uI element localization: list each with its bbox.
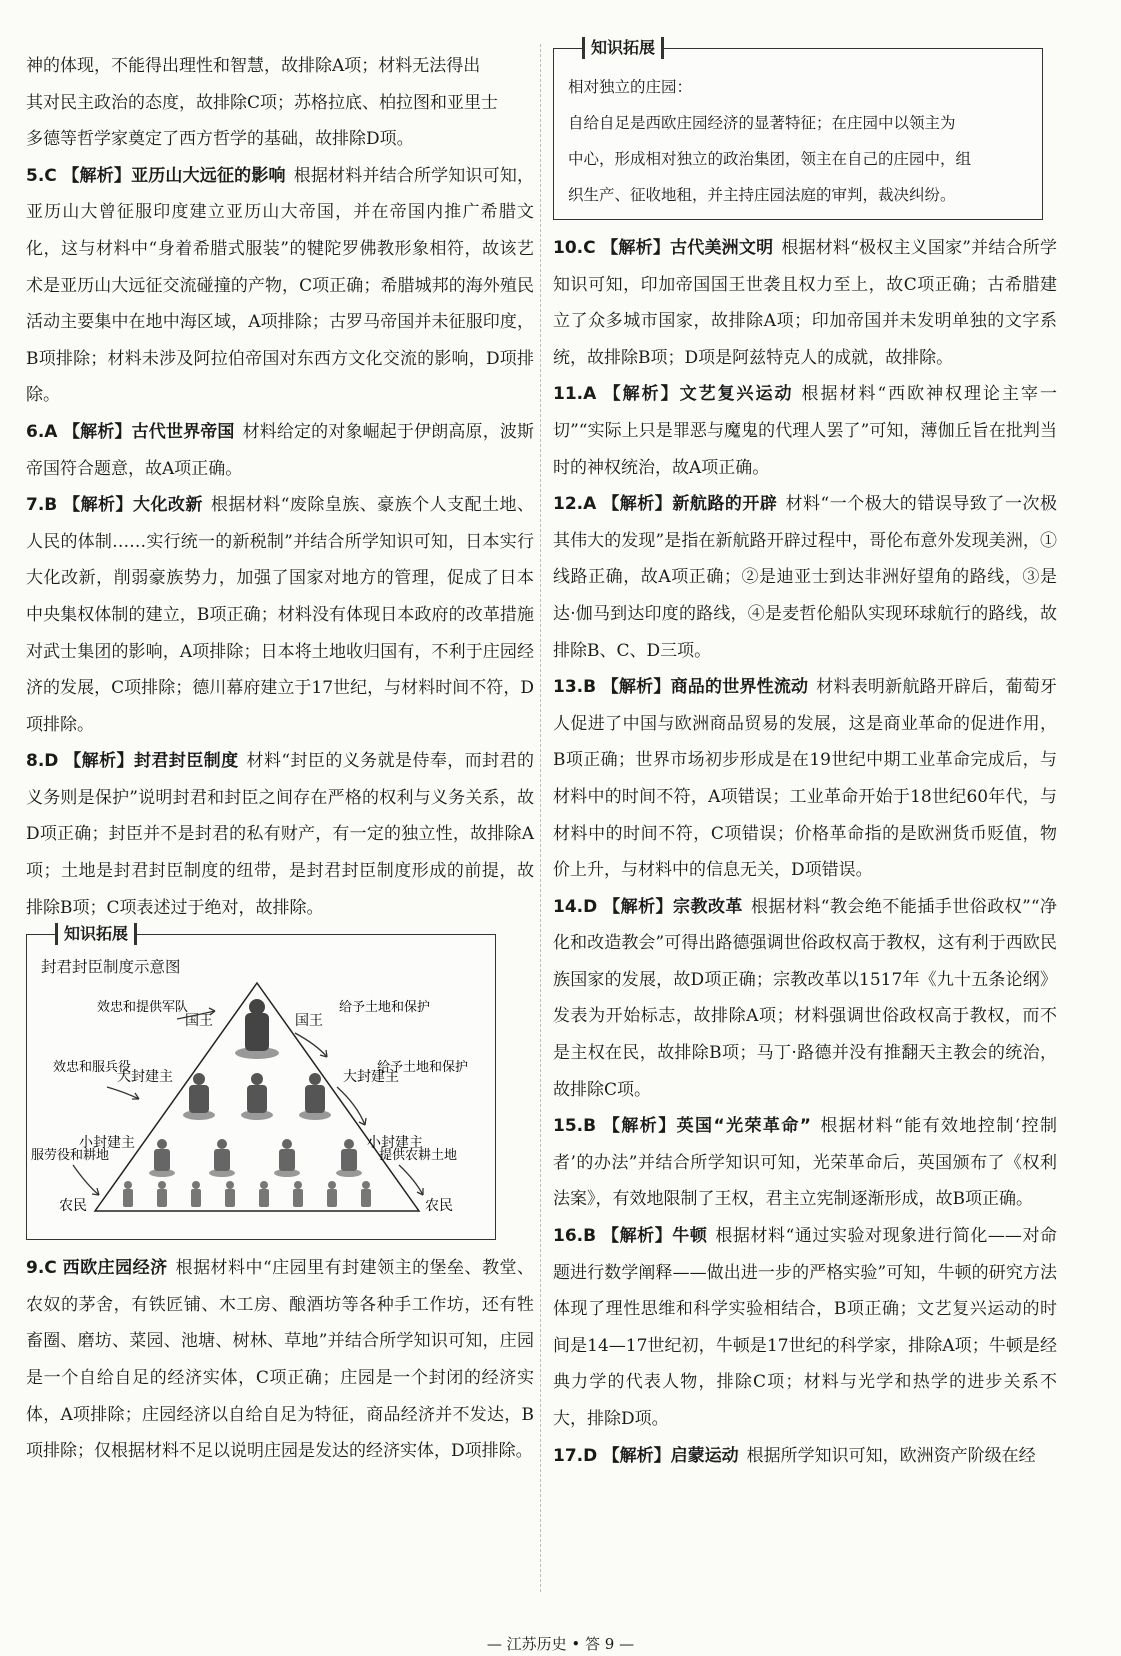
answer-item-17: [553, 1438, 1057, 1475]
answer-item-13: [553, 669, 1057, 889]
item-topic: 大化改新: [133, 495, 203, 516]
answer-item-7: [26, 487, 534, 743]
answer-item-5: [26, 158, 534, 414]
item-text: 根据材料并结合所学知识可知，亚历山大曾征服印度建立亚历山大帝国，并在帝国内推广希腊文化，这与材料中“身着希腊式服装”的犍陀罗佛教形象相符，故该艺术是亚历山大远征交流碰撞的产物，C项正确；希腊城邦的海外殖民活动主要集中在地中海区域，A项排除；古罗马帝国并未征服印度，B项排除；材料未涉及阿拉伯帝国对东西方文化交流的影响，D项排除。: [26, 165, 535, 406]
item-topic: 英国“光荣革命”: [676, 1116, 811, 1137]
analysis-tag: 【解析】: [602, 1226, 673, 1247]
item-text: 根据所学知识可知，欧洲资产阶级在经: [746, 1445, 1036, 1466]
analysis-tag: 【解析】: [602, 1116, 677, 1137]
item-number: 10.C: [553, 238, 596, 258]
label-peasant-right: 农民: [425, 1198, 453, 1215]
analysis-tag: 【解析】: [603, 896, 674, 917]
item-topic: 牛顿: [672, 1226, 708, 1247]
analysis-tag: 【解析】: [64, 751, 134, 772]
analysis-tag: 【解析】: [602, 1445, 671, 1466]
small-lord-figures-icon: [149, 1139, 362, 1177]
label-king-right: 国王: [295, 1013, 323, 1030]
item-number: 16.B: [553, 1226, 597, 1247]
analysis-tag: 【解析】: [62, 165, 132, 186]
item-number: 14.D: [553, 896, 598, 917]
item-text: 材料“一个极大的错误导致了一次极其伟大的发现”是指在新航路开辟过程中，哥伦布意外发现美洲，①线路正确，故A项正确；②是迪亚士到达非洲好望角的路线，③是达·伽马到达印度的路线，④是麦哲伦船队实现环球航行的路线，故排除B、C、D三项。: [553, 494, 1057, 661]
item-topic: 商品的世界性流动: [670, 677, 809, 698]
note-right-bottom: 提供农耕土地: [379, 1148, 458, 1164]
intro-line: 多德等哲学家奠定了西方哲学的基础，故排除D项。: [26, 129, 414, 150]
analysis-tag: 【解析】: [601, 238, 671, 258]
answer-item-6: [26, 414, 534, 487]
knowledge-box-title: 知识拓展: [582, 37, 664, 59]
item-text: 根据材料“极权主义国家”并结合所学知识可知，印加帝国国王世袭且权力至上，故C项正确；古希腊建立了众多城市国家，故排除A项；印加帝国并未发明单独的文字系统，故排除B项；D项是阿兹特克人的成就，故排除。: [553, 238, 1058, 368]
analysis-tag: 【解析】: [602, 494, 673, 515]
item-text: 材料“封臣的义务就是侍奉，而封君的义务则是保护”说明封君和封臣之间存在严格的权利与义务关系，故D项正确；封臣并不是封君的私有财产，有一定的独立性，故排除A项；土地是封君封臣制度的纽带，是封君封臣制度形成的前提，故排除B项；C项表述过于绝对，故排除。: [26, 751, 535, 918]
answer-item-9: [26, 1250, 534, 1470]
answer-item-15: [553, 1108, 1057, 1218]
knowledge-box-body: [554, 49, 1042, 219]
great-lord-figures-icon: [183, 1073, 331, 1120]
label-great-lord-left: 大封建主: [117, 1069, 173, 1086]
diagram-title: 封君封臣制度示意图: [41, 958, 181, 977]
note-right-top: 给予土地和保护: [339, 1000, 431, 1016]
knowledge-box-manor: [553, 38, 1043, 220]
note-left-middle: 效忠和服兵役: [53, 1060, 132, 1076]
intro-line: 神的体现，不能得出理性和智慧，故排除A项；材料无法得出: [26, 56, 481, 76]
note-left-bottom: 服劳役和耕地: [31, 1148, 110, 1164]
item-text: 材料给定的对象崛起于伊朗高原，波斯帝国符合题意，故A项正确。: [26, 421, 535, 479]
page-footer: — 江苏历史 • 答 9 —: [486, 1635, 635, 1653]
answer-item-12: [553, 486, 1057, 669]
item-number: 15.B: [553, 1116, 597, 1137]
item-number: 7.B: [26, 495, 58, 516]
knowledge-line: 织生产、征收地租，并主持庄园法庭的审判，裁决纠纷。: [568, 186, 956, 204]
analysis-tag: 【解析】: [603, 384, 680, 405]
item-topic: 新航路的开辟: [672, 494, 778, 515]
answer-item-16: [553, 1218, 1057, 1438]
item-number: 5.C: [26, 165, 57, 186]
item-text: 根据材料“通过实验对现象进行简化——对命题进行数学阐释——做出进一步的严格实验”可知，牛顿的研究方法体现了理性思维和科学实验相结合，B项正确；文艺复兴运动的时间是14—17世纪初，牛顿是17世纪的科学家，排除A项；牛顿是经典力学的代表人物，排除C项；材料与光学和热学的进步关系不大，排除D项。: [553, 1226, 1058, 1429]
right-column: [553, 38, 1058, 1474]
item-number: 11.A: [553, 384, 597, 405]
item-text: 根据材料中“庄园里有封建领主的堡垒、教堂、农奴的茅舍，有铁匠铺、木工房、酿酒坊等各种手工作坊，还有牲畜圈、磨坊、菜园、池塘、树林、草地”并结合所学知识可知，庄园是一个自给自足的经济实体，C项正确；庄园是一个封闭的经济实体，A项排除；庄园经济以自给自足为特征，商品经济并不发达，B项排除；仅根据材料不足以说明庄园是发达的经济实体，D项排除。: [26, 1258, 534, 1462]
item-topic: 宗教改革: [673, 896, 743, 917]
item-number: 6.A: [26, 421, 58, 442]
analysis-tag: 【解析】: [601, 677, 671, 698]
knowledge-box-title: 知识拓展: [55, 923, 137, 945]
feudal-pyramid-diagram: [27, 975, 495, 1235]
note-left-top: 效忠和提供军队: [97, 1000, 189, 1016]
answer-item-14: [553, 889, 1057, 1109]
knowledge-line: 相对独立的庄园：: [568, 78, 693, 96]
answer-item-10: [553, 230, 1057, 376]
peasant-figures-icon: [123, 1181, 371, 1207]
item-number: 13.B: [553, 677, 597, 698]
item-number: 12.A: [553, 494, 597, 515]
item-topic: 文艺复兴运动: [679, 384, 794, 405]
column-divider: [540, 44, 541, 1592]
answer-item-11: [553, 376, 1057, 486]
item-topic: 启蒙运动: [670, 1445, 739, 1466]
item-number: 9.C: [26, 1258, 57, 1279]
intro-paragraph: [26, 48, 534, 158]
item-topic: 古代美洲文明: [670, 238, 774, 258]
item-topic: 古代世界帝国: [131, 421, 235, 442]
king-figure-icon: [235, 999, 279, 1059]
item-text: 材料表明新航路开辟后，葡萄牙人促进了中国与欧洲商品贸易的发展，这是商业革命的促进作用，B项正确；世界市场初步形成是在19世纪中期工业革命完成后，与材料中的时间不符，A项错误；工业革命开始于18世纪60年代，与材料中的时间不符，C项错误；价格革命指的是欧洲货币贬值，物价上升，与材料中的信息无关，D项错误。: [553, 677, 1058, 881]
note-right-middle: 给予土地和保护: [377, 1060, 469, 1076]
answer-item-8: [26, 743, 534, 926]
item-number: 17.D: [553, 1445, 598, 1466]
item-text: 根据材料“西欧神权理论主宰一切”“实际上只是罪恶与魔鬼的代理人罢了”可知，薄伽丘旨在批判当时的神权统治，故A项正确。: [553, 384, 1057, 478]
knowledge-line: 自给自足是西欧庄园经济的显著特征；在庄园中以领主为: [568, 114, 956, 132]
label-small-lord-left: 小封建主: [79, 1135, 135, 1152]
item-number: 8.D: [26, 751, 59, 772]
analysis-tag: 【解析】: [63, 421, 132, 442]
label-peasant-left: 农民: [59, 1198, 87, 1215]
item-text: 根据材料“废除皇族、豪族个人支配土地、人民的体制……实行统一的新税制”并结合所学知识可知，日本实行大化改新，削弱豪族势力，加强了国家对地方的管理，促成了日本中央集权体制的建立，B项正确；材料没有体现日本政府的改革措施对武士集团的影响，A项排除；日本将土地收归国有，不利于庄园经济的发展，C项排除；德川幕府建立于17世纪，与材料时间不符，D项排除。: [26, 495, 534, 735]
left-column: [26, 48, 534, 1470]
analysis-tag: 【解析】: [63, 495, 133, 516]
item-text: 根据材料“能有效地控制‘控制者’的办法”并结合所学知识可知，光荣革命后，英国颁布了《权利法案》，有效地限制了王权，君主立宪制逐渐形成，故B项正确。: [553, 1116, 1057, 1210]
item-topic: 亚历山大远征的影响: [131, 165, 286, 186]
item-topic: 西欧庄园经济: [62, 1258, 168, 1279]
item-topic: 封君封臣制度: [133, 751, 239, 772]
knowledge-box-feudal: [26, 924, 496, 1240]
item-text: 根据材料“教会绝不能插手世俗政权”“净化和改造教会”可得出路德强调世俗政权高于教权，这有利于西欧民族国家的发展，故D项正确；宗教改革以1517年《九十五条论纲》发表为开始标志，故排除A项；材料强调世俗政权高于教权，而不是主权在民，故排除B项；马丁·路德并没有推翻天主教会的统治，故排除C项。: [553, 896, 1058, 1100]
intro-line: 其对民主政治的态度，故排除C项；苏格拉底、柏拉图和亚里士: [26, 92, 499, 113]
knowledge-line: 中心，形成相对独立的政治集团，领主在自己的庄园中，组: [568, 150, 972, 168]
label-king-left: 国王: [185, 1013, 213, 1030]
label-small-lord-right: 小封建主: [367, 1135, 423, 1152]
label-great-lord-right: 大封建主: [343, 1069, 399, 1086]
